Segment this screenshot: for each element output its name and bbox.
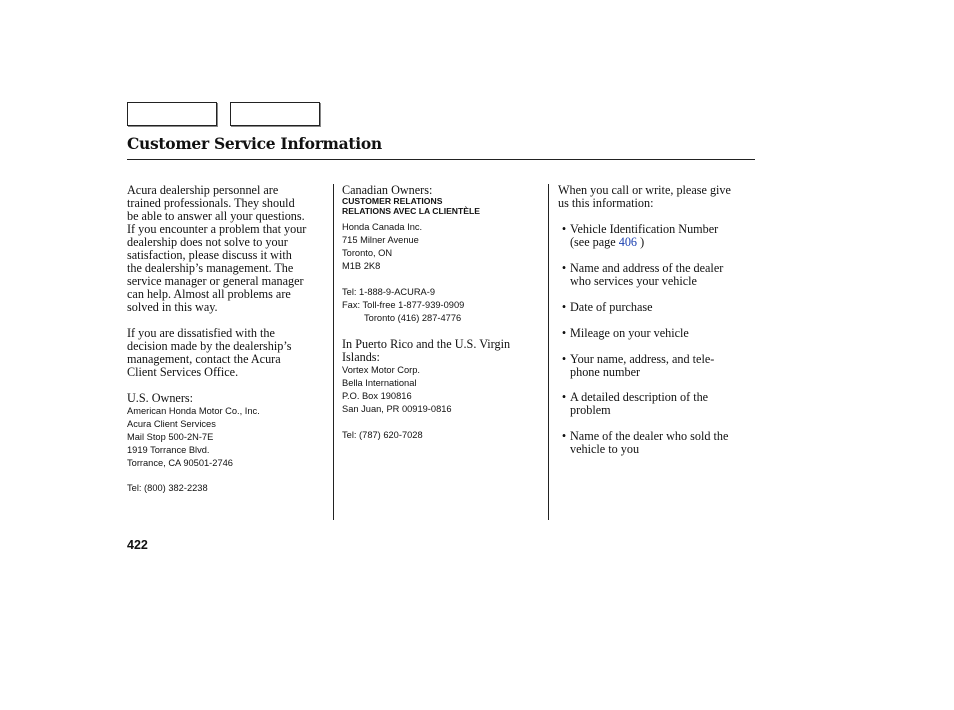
info-intro <box>558 184 754 210</box>
puerto-rico-phone: Tel: (787) 620-7028 <box>342 430 423 440</box>
address-line: 1919 Torrance Blvd. <box>127 445 210 455</box>
list-item-vin <box>558 223 754 249</box>
list-item-your-info <box>558 353 754 379</box>
text-line: service manager or general manager <box>127 274 304 288</box>
text-line: If you are dissatisfied with the <box>127 326 275 340</box>
text-line: Acura dealership personnel are <box>127 183 279 197</box>
text-line: A detailed description of the <box>570 390 709 404</box>
see-page-close: ) <box>637 235 645 249</box>
address-line: Bella International <box>342 378 417 388</box>
text-line: can help. Almost all problems are <box>127 287 291 301</box>
address-line: 715 Milner Avenue <box>342 235 419 245</box>
text-line: trained professionals. They should <box>127 196 295 210</box>
bullet-icon: • <box>561 352 567 366</box>
vin-label: Vehicle Identification Number <box>570 222 719 236</box>
puerto-rico-address <box>342 364 542 416</box>
column-right <box>558 184 754 456</box>
canadian-owners-label: Canadian Owners: <box>342 183 433 197</box>
column-left <box>127 184 329 495</box>
text-line: the dealership’s management. The <box>127 261 294 275</box>
text-line: When you call or write, please give <box>558 183 731 197</box>
page-title: Customer Service Information <box>127 134 382 153</box>
list-item-purchase-date <box>558 301 754 314</box>
address-line: Mail Stop 500-2N-7E <box>127 432 214 442</box>
text-line: be able to answer all your questions. <box>127 209 305 223</box>
nav-tab-left[interactable] <box>127 102 217 126</box>
text-line: management, contact the Acura <box>127 352 281 366</box>
address-line: San Juan, PR 00919-0816 <box>342 404 452 414</box>
text-line: vehicle to you <box>570 442 640 456</box>
page-number: 422 <box>127 538 148 552</box>
bullet-icon: • <box>561 390 567 404</box>
address-line: Toronto, ON <box>342 248 393 258</box>
column-divider-1 <box>333 184 334 520</box>
dissatisfied-paragraph <box>127 327 329 379</box>
address-line: M1B 2K8 <box>342 261 381 271</box>
canada-phone: Tel: 1-888-9-ACURA-9 <box>342 287 436 297</box>
text-line: Name of the dealer who sold the <box>570 429 729 443</box>
us-owners-label: U.S. Owners: <box>127 391 194 405</box>
bullet-icon: • <box>561 326 567 340</box>
address-line: American Honda Motor Co., Inc. <box>127 406 260 416</box>
list-item-mileage <box>558 327 754 340</box>
column-divider-2 <box>548 184 549 520</box>
canada-fax-toronto: Toronto (416) 287-4776 <box>364 313 462 323</box>
text-line: If you encounter a problem that your <box>127 222 307 236</box>
intro-paragraph <box>127 184 329 314</box>
address-line: Acura Client Services <box>127 419 216 429</box>
heading-line: RELATIONS AVEC LA CLIENTÈLE <box>342 205 480 216</box>
us-address <box>127 405 329 470</box>
us-phone: Tel: (800) 382-2238 <box>127 483 208 493</box>
text-line: Mileage on your vehicle <box>570 326 689 340</box>
heading-line: CUSTOMER RELATIONS <box>342 196 443 206</box>
nav-tab-right[interactable] <box>230 102 320 126</box>
text-line: who services your vehicle <box>570 274 697 288</box>
text-line: phone number <box>570 365 641 379</box>
bullet-icon: • <box>561 261 567 275</box>
see-page-text: (see page <box>570 235 619 249</box>
column-middle <box>342 184 542 442</box>
text-line: Name and address of the dealer <box>570 261 724 275</box>
bullet-icon: • <box>561 429 567 443</box>
text-line: Islands: <box>342 350 380 364</box>
text-line: Client Services Office. <box>127 365 239 379</box>
list-item-seller <box>558 430 754 456</box>
text-line: Date of purchase <box>570 300 653 314</box>
bullet-icon: • <box>561 300 567 314</box>
address-line: Vortex Motor Corp. <box>342 365 421 375</box>
customer-relations-heading <box>342 197 542 216</box>
address-line: P.O. Box 190816 <box>342 391 412 401</box>
text-line: solved in this way. <box>127 300 218 314</box>
canada-fax: Fax: Toll-free 1-877-939-0909 <box>342 300 465 310</box>
address-line: Honda Canada Inc. <box>342 222 423 232</box>
page-406-link[interactable]: 406 <box>618 235 638 249</box>
bullet-icon: • <box>561 222 567 236</box>
text-line: In Puerto Rico and the U.S. Virgin <box>342 337 511 351</box>
text-line: problem <box>570 403 611 417</box>
text-line: Your name, address, and tele- <box>570 352 715 366</box>
title-rule <box>127 159 755 160</box>
text-line: satisfaction, please discuss it with <box>127 248 292 262</box>
canada-address <box>342 221 542 273</box>
text-line: dealership does not solve to your <box>127 235 288 249</box>
list-item-problem <box>558 391 754 417</box>
text-line: us this information: <box>558 196 654 210</box>
puerto-rico-label <box>342 338 542 364</box>
text-line: decision made by the dealership’s <box>127 339 292 353</box>
list-item-dealer <box>558 262 754 288</box>
address-line: Torrance, CA 90501-2746 <box>127 458 233 468</box>
